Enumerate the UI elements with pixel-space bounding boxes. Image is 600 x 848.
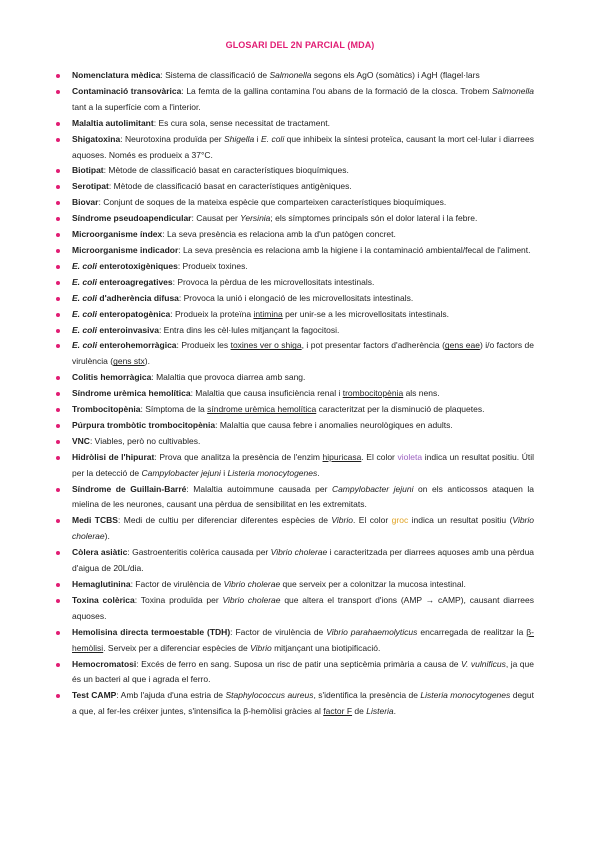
entry-text: : Malaltia que provoca diarrea amb sang. [151,372,306,383]
entry-text: . El color [361,451,398,462]
underlined-term: toxines ver o shiga [230,340,302,351]
entry-term: Contaminació transovàrica [72,85,182,96]
color-word-violet: violeta [397,451,423,462]
entry-term: Hidròlisi de l'hipurat [72,451,155,462]
entry-text: : Malaltia que causa insuficiència renal i [190,388,343,399]
entry-text: . [317,467,320,478]
glossary-entry [56,211,534,227]
glossary-entry [56,450,534,482]
entry-text: : Mètode de classificació basat en característiques antigèniques. [108,181,352,192]
underlined-term: trombocitopènia [342,388,404,399]
entry-text: : Provoca la unió i elongació de les microvellositats intestinals. [178,292,414,303]
entry-term: VNC [72,435,90,446]
glossary-entry [56,259,534,275]
entry-text: ). [104,531,110,542]
entry-term: Medi TCBS [72,515,118,526]
entry-term: enteropatogènica [97,308,171,319]
glossary-entry [56,434,534,450]
glossary-entry [56,323,534,339]
entry-term: E. coli [72,260,98,271]
glossary-entry [56,291,534,307]
species-name: Vibrio cholerae [270,547,328,558]
entry-text: indica un resultat positiu ( [408,515,513,526]
underlined-term: gens eae [444,340,480,351]
entry-text: : Viables, però no cultivables. [89,435,201,446]
species-name: Listeria [366,706,394,717]
entry-term: Síndrome de Guillain-Barré [72,483,187,494]
species-name: Salmonella [269,70,312,80]
glossary-entry [56,625,534,657]
entry-term: Test CAMP [72,690,117,701]
entry-term: Trombocitopènia [72,404,141,415]
entry-text: encarregada de realitzar la [417,626,527,637]
glossary-entry [56,195,534,211]
entry-term: Síndrome urèmica hemolítica [72,388,191,399]
entry-text: : Produeix les [176,340,231,351]
entry-text: : Sistema de classificació de [160,70,270,80]
entry-text: que serveix per a colonitzar la mucosa intestinal. [280,579,466,589]
species-name: Yersinia [240,213,271,224]
glossary-entry [56,116,534,132]
entry-text: indica un resultat positiu. Útil per la detecció de [72,451,534,478]
species-name: Shigella [223,133,255,144]
species-name: Vibrio cholerae [222,594,281,605]
entry-text: tant a la superfície com a l'interior. [72,101,201,112]
glossary-entry [56,688,534,720]
entry-term: Microorganisme índex [72,229,163,240]
entry-text: : Entra dins les cèl·lules mitjançant la fagocitosi. [158,324,340,335]
entry-term: Malaltia autolimitant [72,117,154,128]
entry-term: enterohemorràgica [97,340,177,351]
species-name: E. coli [260,133,285,144]
species-name: Vibrio cholerae [223,579,281,589]
entry-text: : La seva presència es relaciona amb la d'un patògen concret. [162,229,396,240]
glossary-entry [56,68,534,84]
glossary-entry [56,243,534,259]
entry-text: : La femta de la gallina contamina l'ou abans de la formació de la closca. Trobem [181,85,492,96]
entry-text: : Medi de cultiu per diferenciar diferentes espècies de [117,515,332,526]
page-title: GLOSARI DEL 2N PARCIAL (MDA) [225,40,375,50]
entry-text: caracteritzat per la disminució de plaquetes. [316,404,485,415]
entry-text: de [352,706,367,717]
entry-text: : Causat per [191,213,241,224]
entry-text: , i pot presentar factors d'adherència ( [301,340,445,351]
species-name: Vibrio [331,515,353,526]
entry-term: E. coli [72,276,98,287]
species-name: Campylobacter jejuni [331,483,414,494]
entry-term: enteroinvasiva [97,324,159,335]
entry-text: : Es cura sola, sense necessitat de tractament. [153,117,330,128]
entry-text: . El color [352,515,392,526]
entry-text: , ja que és un bacteri al que i agrada el ferro. [72,658,534,685]
entry-term: E. coli [72,308,98,319]
glossary-entry [56,275,534,291]
entry-text: : Produeix toxines. [177,260,248,271]
glossary-entry [56,513,534,545]
glossary-entry [56,163,534,179]
species-name: Listeria monocytogenes [420,690,511,701]
glossary-entry [56,657,534,689]
entry-text: on els anticossos ataquen la mielina de les neurones, causant una pèrdua de sensibilitat en les extremitats. [72,483,534,510]
entry-text: : Excés de ferro en sang. Suposa un risc de patir una septicèmia primària a causa de [136,658,462,669]
glossary-entry [56,545,534,577]
entry-text: i [220,467,228,478]
glossary-entry [56,593,534,625]
entry-text: : Toxina produïda per [134,594,223,605]
entry-text: , s'identifica la presència de [313,690,421,701]
entry-term: E. coli [72,340,98,351]
species-name: Vibrio parahaemolyticus [326,626,418,637]
entry-text: ). [144,356,150,367]
entry-text: mitjançant una biotipificació. [271,642,381,653]
glossary-entry [56,84,534,116]
species-name: Campylobacter jejuni [141,467,221,478]
entry-text: als nens. [403,388,440,399]
entry-text: . [393,706,397,717]
entry-term: Hemocromatosi [72,658,137,669]
entry-term: enterotoxigèniques [97,260,178,271]
species-name: Salmonella [491,85,534,96]
species-name: Listeria monocytogenes [227,467,318,478]
species-name: Staphylococcus aureus [225,690,314,701]
underlined-term: gens stx [113,356,145,367]
entry-text: : La seva presència es relaciona amb la higiene i la contaminació ambiental/fecal de l'aliment. [178,244,531,255]
entry-term: Síndrome pseudoapendicular [72,213,192,224]
glossary-entry [56,179,534,195]
entry-text: ) i/o factors de virulència ( [72,340,534,367]
entry-text: : Símptoma de la [140,404,208,415]
glossary-entry [56,307,534,323]
entry-text: i caracteritzada per diarrees aquoses amb una pèrdua d'aigua de 20L/dia. [72,547,535,574]
entry-text: . Serveix per a diferenciar espècies de [103,642,251,653]
entry-term: Hemolisina directa termoestable (TDH) [72,626,231,637]
entry-text: : Amb l'ajuda d'una estria de [116,690,226,701]
entry-text: que inhibeix la síntesi proteïca, causant la mort cel·lular i diarrees aquoses. Només es produeix a 37°C. [72,133,535,160]
entry-term: Shigatoxina [72,133,121,144]
entry-term: Còlera asiàtic [72,547,128,558]
entry-term: Serotipat [72,181,109,192]
glossary-entry [56,402,534,418]
entry-text: : Malaltia autoimmune causada per [186,483,332,494]
entry-text: i [254,133,261,144]
entry-term: Biotipat [72,165,104,176]
entry-text: : Gastroenteritis colèrica causada per [127,547,271,558]
entry-text: : Provoca la pèrdua de les microvellositats intestinals. [172,276,375,287]
glossary-entry [56,577,534,593]
entry-term: enteroagregatives [97,276,173,287]
entry-term: Nomenclatura mèdica [72,70,161,80]
entry-text: : Mètode de classificació basat en característiques bioquímiques. [103,165,349,176]
entry-text: que altera el transport d'ions (AMP → cAMP), causant diarrees aquoses. [72,594,534,621]
glossary-entry [56,386,534,402]
entry-term: Toxina colèrica [72,594,135,605]
glossary-entry [56,482,534,514]
species-name: Vibrio cholerae [72,515,534,542]
entry-text: : Produeix la proteïna [170,308,254,319]
entry-text: : Conjunt de soques de la mateixa espècie que comparteixen característiques bioquímiques. [98,197,447,208]
entry-term: Colitis hemorràgica [72,372,152,383]
glossary-entry [56,370,534,386]
entry-text: degut a que, al fer-les créixer juntes, s'intensifica la β-hemòlisi gràcies al [72,690,535,717]
entry-text: segons els AgO (somàtics) i AgH (flagel·lars [311,70,480,80]
entry-term: E. coli [72,324,98,335]
color-word-groc: groc [391,515,409,526]
entry-term: E. coli [72,292,98,303]
entry-text: per unir-se a les microvellositats intestinals. [282,308,450,319]
underlined-term: síndrome urèmica hemolítica [207,404,317,415]
glossary-entry [56,418,534,434]
species-name: V. vulnificus [461,658,506,669]
entry-term: Microorganisme indicador [72,244,179,255]
glossary-entry [56,227,534,243]
glossary-entry [56,338,534,370]
entry-text: : Malaltia que causa febre i anomalies neurològiques en adults. [215,419,453,430]
entry-text: : Prova que analitza la presència de l'enzim [154,451,323,462]
glossary-list [56,68,534,720]
entry-term: Púrpura trombòtic trombocitopènia [72,419,216,430]
entry-term: d'adherència difusa [97,292,179,303]
underlined-term: factor F [323,706,353,717]
entry-text: : Factor de virulència de [230,626,327,637]
species-name: Vibrio [250,642,272,653]
entry-text: : Neurotoxina produïda per [120,133,224,144]
entry-term: Biovar [72,197,99,208]
underlined-term: hipuricasa [322,451,362,462]
entry-text: : Factor de virulència de [130,579,224,589]
underlined-term: intimina [253,308,283,319]
entry-term: Hemaglutinina [72,579,131,589]
entry-text: ; els símptomes principals són el dolor lateral i la febre. [270,213,478,224]
underlined-term: β-hemòlisi [72,626,535,653]
glossary-entry [56,132,534,164]
